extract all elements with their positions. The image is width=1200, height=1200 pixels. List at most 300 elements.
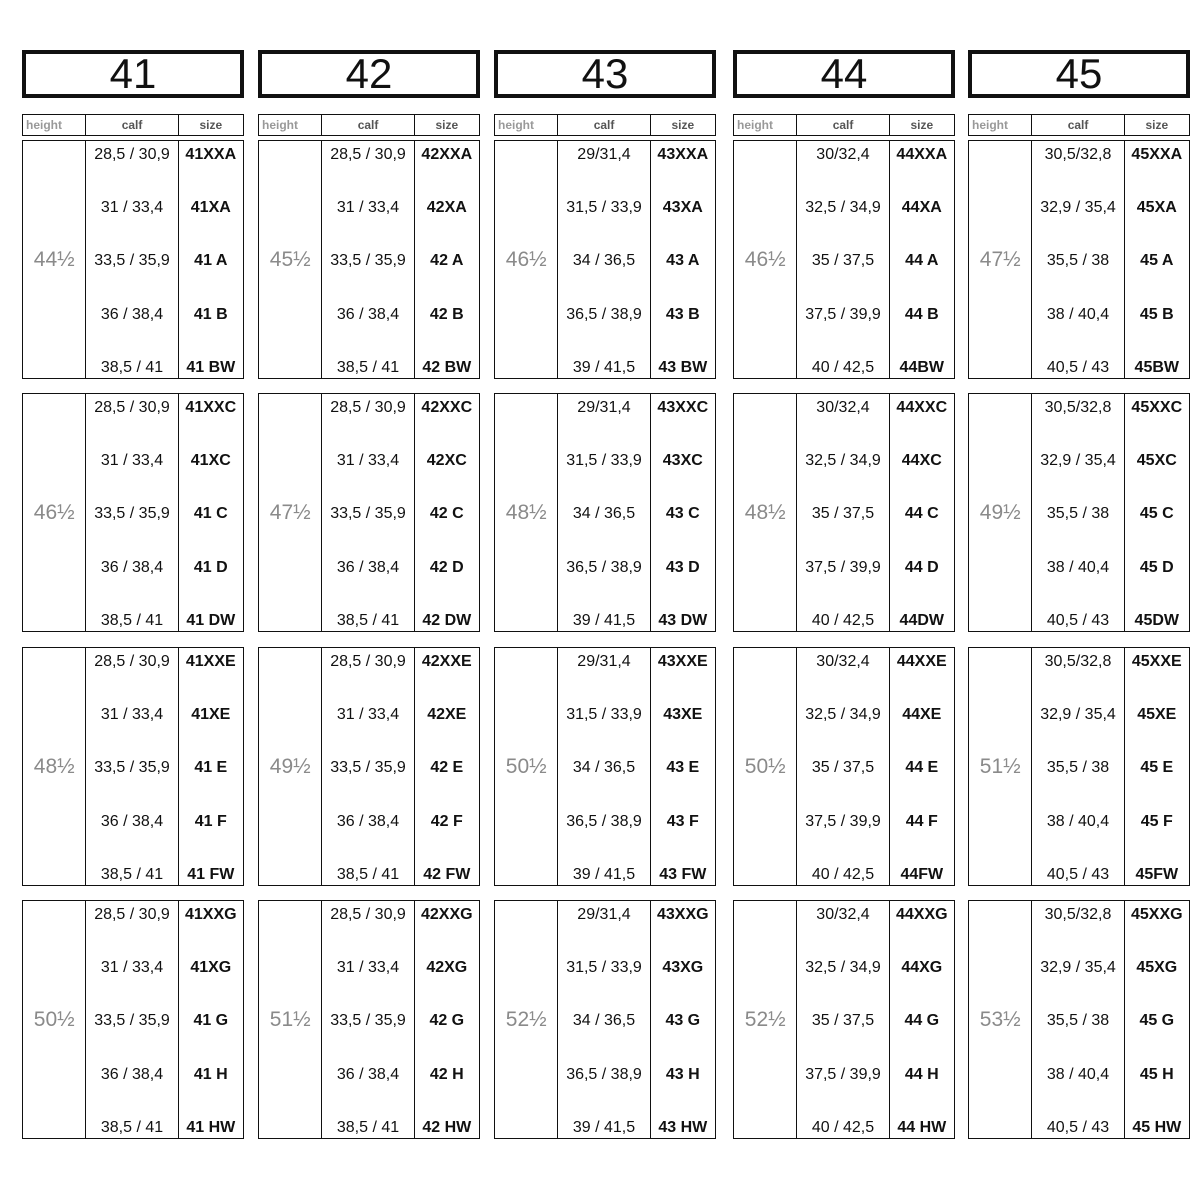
calf-range: 33,5 / 35,9 bbox=[94, 505, 170, 522]
size-code: 43XA bbox=[662, 199, 703, 216]
height-block bbox=[258, 393, 480, 632]
size-code: 45BW bbox=[1134, 359, 1179, 376]
height-value: 52½ bbox=[744, 1007, 786, 1031]
calf-range: 30,5/32,8 bbox=[1044, 653, 1112, 670]
height-column-header: height bbox=[262, 118, 298, 132]
calf-range: 36 / 38,4 bbox=[100, 1066, 164, 1083]
calf-range: 40 / 42,5 bbox=[811, 612, 875, 629]
height-block bbox=[494, 900, 716, 1139]
size-code: 45 C bbox=[1139, 505, 1174, 522]
size-code: 45XA bbox=[1136, 199, 1177, 216]
calf-range: 31 / 33,4 bbox=[100, 452, 164, 469]
calf-range: 40,5 / 43 bbox=[1046, 866, 1110, 883]
calf-column bbox=[85, 394, 177, 631]
size-code: 44BW bbox=[899, 359, 944, 376]
calf-range: 28,5 / 30,9 bbox=[330, 399, 406, 416]
size-code-column bbox=[1124, 901, 1189, 1138]
size-code-column bbox=[650, 648, 715, 885]
size-code: 41 BW bbox=[186, 359, 236, 376]
height-block bbox=[22, 140, 244, 379]
calf-range: 33,5 / 35,9 bbox=[330, 1012, 406, 1029]
size-code-column bbox=[650, 394, 715, 631]
height-value: 48½ bbox=[33, 754, 75, 778]
size-code-column bbox=[178, 394, 243, 631]
height-block bbox=[968, 900, 1190, 1139]
calf-column bbox=[796, 901, 888, 1138]
calf-column bbox=[85, 901, 177, 1138]
size-code: 42 BW bbox=[422, 359, 472, 376]
size-code: 42XA bbox=[426, 199, 467, 216]
calf-range: 32,5 / 34,9 bbox=[805, 706, 881, 723]
calf-range: 29/31,4 bbox=[577, 653, 631, 670]
calf-column bbox=[1031, 901, 1123, 1138]
height-block bbox=[258, 140, 480, 379]
calf-range: 35,5 / 38 bbox=[1046, 252, 1110, 269]
calf-range: 33,5 / 35,9 bbox=[94, 1012, 170, 1029]
calf-column-header: calf bbox=[1031, 115, 1123, 135]
calf-range: 28,5 / 30,9 bbox=[330, 653, 406, 670]
size-code: 42 DW bbox=[422, 612, 472, 629]
calf-column-header: calf bbox=[321, 115, 413, 135]
size-code: 45 A bbox=[1140, 252, 1174, 269]
column-header-row bbox=[258, 114, 480, 136]
size-code: 44 A bbox=[905, 252, 939, 269]
calf-range: 36 / 38,4 bbox=[336, 559, 400, 576]
calf-column bbox=[1031, 648, 1123, 885]
size-code: 45XG bbox=[1136, 959, 1178, 976]
height-value: 50½ bbox=[505, 754, 547, 778]
size-heading: 41 bbox=[22, 50, 244, 98]
height-block bbox=[258, 900, 480, 1139]
size-code: 42 HW bbox=[422, 1119, 472, 1136]
calf-range: 40,5 / 43 bbox=[1046, 612, 1110, 629]
size-column-header: size bbox=[414, 115, 479, 135]
calf-range: 38,5 / 41 bbox=[100, 1119, 164, 1136]
height-value: 44½ bbox=[33, 247, 75, 271]
calf-range: 36,5 / 38,9 bbox=[566, 306, 642, 323]
size-code: 43XXA bbox=[657, 146, 709, 163]
size-code: 41 D bbox=[193, 559, 228, 576]
size-code: 43XC bbox=[662, 452, 703, 469]
size-code: 43 FW bbox=[659, 866, 707, 883]
calf-range: 30,5/32,8 bbox=[1044, 146, 1112, 163]
calf-range: 38,5 / 41 bbox=[100, 359, 164, 376]
height-value: 46½ bbox=[33, 500, 75, 524]
height-block bbox=[733, 140, 955, 379]
size-code: 41XXC bbox=[185, 399, 237, 416]
calf-range: 37,5 / 39,9 bbox=[805, 1066, 881, 1083]
calf-range: 39 / 41,5 bbox=[572, 612, 636, 629]
calf-column bbox=[796, 394, 888, 631]
size-code-column bbox=[889, 901, 954, 1138]
size-heading: 45 bbox=[968, 50, 1190, 98]
calf-range: 28,5 / 30,9 bbox=[330, 146, 406, 163]
calf-range: 35,5 / 38 bbox=[1046, 759, 1110, 776]
calf-range: 36 / 38,4 bbox=[336, 1066, 400, 1083]
height-value: 46½ bbox=[505, 247, 547, 271]
calf-range: 31 / 33,4 bbox=[336, 706, 400, 723]
calf-range: 31,5 / 33,9 bbox=[566, 706, 642, 723]
height-block bbox=[258, 647, 480, 886]
calf-column bbox=[321, 901, 413, 1138]
size-code: 41XE bbox=[191, 706, 231, 723]
calf-range: 35,5 / 38 bbox=[1046, 505, 1110, 522]
height-block bbox=[733, 393, 955, 632]
size-code: 45 HW bbox=[1132, 1119, 1182, 1136]
height-column-header: height bbox=[498, 118, 534, 132]
size-code: 41 HW bbox=[186, 1119, 236, 1136]
size-code-column bbox=[1124, 141, 1189, 378]
size-code-column bbox=[414, 901, 479, 1138]
height-value: 49½ bbox=[269, 754, 311, 778]
height-block bbox=[22, 900, 244, 1139]
calf-range: 31 / 33,4 bbox=[100, 959, 164, 976]
size-code: 41 H bbox=[193, 1066, 228, 1083]
size-code: 42XG bbox=[426, 959, 468, 976]
calf-range: 36,5 / 38,9 bbox=[566, 1066, 642, 1083]
calf-range: 38 / 40,4 bbox=[1046, 559, 1110, 576]
size-code: 44XXE bbox=[896, 653, 947, 670]
calf-range: 31 / 33,4 bbox=[100, 706, 164, 723]
size-code-column bbox=[650, 141, 715, 378]
height-block bbox=[494, 393, 716, 632]
column-header-row bbox=[22, 114, 244, 136]
calf-range: 32,5 / 34,9 bbox=[805, 199, 881, 216]
size-code: 41XXA bbox=[185, 146, 237, 163]
calf-range: 33,5 / 35,9 bbox=[330, 759, 406, 776]
calf-column bbox=[557, 901, 649, 1138]
size-code: 42 F bbox=[430, 813, 463, 830]
calf-range: 36 / 38,4 bbox=[336, 306, 400, 323]
size-code: 43 G bbox=[665, 1012, 701, 1029]
calf-range: 31 / 33,4 bbox=[336, 959, 400, 976]
size-code: 43XXC bbox=[657, 399, 709, 416]
size-code: 43XXE bbox=[657, 653, 708, 670]
size-code: 45XC bbox=[1136, 452, 1177, 469]
size-heading: 42 bbox=[258, 50, 480, 98]
size-code: 44XXA bbox=[896, 146, 948, 163]
calf-range: 33,5 / 35,9 bbox=[94, 759, 170, 776]
size-code: 44DW bbox=[899, 612, 944, 629]
size-code-column bbox=[889, 648, 954, 885]
height-block bbox=[733, 647, 955, 886]
calf-range: 35 / 37,5 bbox=[811, 1012, 875, 1029]
size-code: 45DW bbox=[1134, 612, 1179, 629]
calf-range: 35 / 37,5 bbox=[811, 505, 875, 522]
size-code: 41 E bbox=[194, 759, 228, 776]
calf-range: 39 / 41,5 bbox=[572, 866, 636, 883]
calf-range: 36 / 38,4 bbox=[100, 559, 164, 576]
size-code: 44 G bbox=[904, 1012, 940, 1029]
height-value: 53½ bbox=[979, 1007, 1021, 1031]
size-code: 45 E bbox=[1140, 759, 1174, 776]
size-code: 44XC bbox=[901, 452, 942, 469]
calf-range: 38,5 / 41 bbox=[336, 866, 400, 883]
size-code: 42XXC bbox=[421, 399, 473, 416]
size-code: 42 B bbox=[429, 306, 464, 323]
size-code-column bbox=[650, 901, 715, 1138]
calf-range: 28,5 / 30,9 bbox=[94, 399, 170, 416]
height-value: 52½ bbox=[505, 1007, 547, 1031]
height-value: 50½ bbox=[744, 754, 786, 778]
size-code: 44 E bbox=[905, 759, 939, 776]
calf-range: 28,5 / 30,9 bbox=[94, 146, 170, 163]
calf-range: 31,5 / 33,9 bbox=[566, 959, 642, 976]
size-code: 42XXG bbox=[420, 906, 473, 923]
calf-range: 30/32,4 bbox=[816, 653, 870, 670]
calf-range: 33,5 / 35,9 bbox=[330, 505, 406, 522]
calf-range: 29/31,4 bbox=[577, 146, 631, 163]
height-block bbox=[733, 900, 955, 1139]
calf-range: 28,5 / 30,9 bbox=[330, 906, 406, 923]
size-code: 42 H bbox=[429, 1066, 464, 1083]
size-code: 43XXG bbox=[656, 906, 709, 923]
size-code-column bbox=[889, 141, 954, 378]
size-code-column bbox=[414, 648, 479, 885]
size-code: 41 F bbox=[194, 813, 227, 830]
size-code: 43 HW bbox=[658, 1119, 708, 1136]
height-block bbox=[22, 647, 244, 886]
calf-column bbox=[1031, 141, 1123, 378]
size-code: 44 C bbox=[904, 505, 939, 522]
calf-column-header: calf bbox=[796, 115, 888, 135]
calf-column bbox=[321, 141, 413, 378]
calf-range: 37,5 / 39,9 bbox=[805, 813, 881, 830]
calf-column bbox=[85, 141, 177, 378]
height-value: 49½ bbox=[979, 500, 1021, 524]
calf-range: 30/32,4 bbox=[816, 146, 870, 163]
size-code-column bbox=[1124, 394, 1189, 631]
size-code: 43 DW bbox=[658, 612, 708, 629]
size-code: 44 F bbox=[905, 813, 938, 830]
size-code: 42 G bbox=[429, 1012, 465, 1029]
size-code: 44 B bbox=[904, 306, 939, 323]
calf-range: 30/32,4 bbox=[816, 906, 870, 923]
calf-range: 38 / 40,4 bbox=[1046, 306, 1110, 323]
calf-range: 28,5 / 30,9 bbox=[94, 906, 170, 923]
size-code: 43 F bbox=[666, 813, 699, 830]
height-value: 51½ bbox=[979, 754, 1021, 778]
size-code: 44XXG bbox=[895, 906, 948, 923]
calf-range: 34 / 36,5 bbox=[572, 759, 636, 776]
size-code: 45 G bbox=[1139, 1012, 1175, 1029]
calf-column bbox=[321, 648, 413, 885]
height-column-header: height bbox=[26, 118, 62, 132]
size-code: 45 B bbox=[1139, 306, 1174, 323]
size-code: 43XE bbox=[663, 706, 703, 723]
calf-range: 35 / 37,5 bbox=[811, 759, 875, 776]
calf-range: 32,9 / 35,4 bbox=[1040, 959, 1116, 976]
calf-range: 38 / 40,4 bbox=[1046, 1066, 1110, 1083]
calf-range: 31,5 / 33,9 bbox=[566, 199, 642, 216]
size-code: 41 G bbox=[193, 1012, 229, 1029]
size-code: 42 C bbox=[429, 505, 464, 522]
size-code: 42 E bbox=[430, 759, 464, 776]
height-value: 50½ bbox=[33, 1007, 75, 1031]
calf-column-header: calf bbox=[85, 115, 177, 135]
size-code: 43 H bbox=[665, 1066, 700, 1083]
size-code: 44 HW bbox=[897, 1119, 947, 1136]
height-block bbox=[494, 140, 716, 379]
height-block bbox=[968, 647, 1190, 886]
size-heading: 44 bbox=[733, 50, 955, 98]
size-code-column bbox=[178, 648, 243, 885]
size-code-column bbox=[1124, 648, 1189, 885]
size-code: 42XC bbox=[426, 452, 467, 469]
size-code: 42 D bbox=[429, 559, 464, 576]
height-block bbox=[968, 393, 1190, 632]
calf-range: 37,5 / 39,9 bbox=[805, 306, 881, 323]
height-value: 46½ bbox=[744, 247, 786, 271]
calf-column bbox=[796, 648, 888, 885]
height-block bbox=[22, 393, 244, 632]
size-code: 45XE bbox=[1137, 706, 1177, 723]
calf-range: 40 / 42,5 bbox=[811, 866, 875, 883]
size-code-column bbox=[414, 394, 479, 631]
calf-range: 32,9 / 35,4 bbox=[1040, 706, 1116, 723]
calf-range: 31,5 / 33,9 bbox=[566, 452, 642, 469]
size-code: 43 E bbox=[666, 759, 700, 776]
size-heading: 43 bbox=[494, 50, 716, 98]
calf-range: 34 / 36,5 bbox=[572, 252, 636, 269]
calf-column-header: calf bbox=[557, 115, 649, 135]
size-code-column bbox=[178, 901, 243, 1138]
height-value: 48½ bbox=[744, 500, 786, 524]
calf-range: 31 / 33,4 bbox=[336, 452, 400, 469]
calf-range: 30,5/32,8 bbox=[1044, 399, 1112, 416]
calf-range: 33,5 / 35,9 bbox=[94, 252, 170, 269]
size-code: 41XXG bbox=[184, 906, 237, 923]
size-code: 42XXA bbox=[421, 146, 473, 163]
calf-column bbox=[321, 394, 413, 631]
calf-range: 29/31,4 bbox=[577, 399, 631, 416]
size-code: 44FW bbox=[900, 866, 944, 883]
size-code: 43 C bbox=[665, 505, 700, 522]
calf-range: 36 / 38,4 bbox=[100, 813, 164, 830]
size-code: 44 D bbox=[904, 559, 939, 576]
height-value: 47½ bbox=[979, 247, 1021, 271]
size-code: 41XG bbox=[190, 959, 232, 976]
size-code: 45FW bbox=[1135, 866, 1179, 883]
size-code-column bbox=[414, 141, 479, 378]
size-code: 43 B bbox=[665, 306, 700, 323]
calf-range: 40 / 42,5 bbox=[811, 359, 875, 376]
calf-column bbox=[557, 394, 649, 631]
size-code: 43XG bbox=[662, 959, 704, 976]
calf-column bbox=[557, 141, 649, 378]
calf-range: 31 / 33,4 bbox=[336, 199, 400, 216]
calf-range: 31 / 33,4 bbox=[100, 199, 164, 216]
column-header-row bbox=[968, 114, 1190, 136]
calf-range: 36,5 / 38,9 bbox=[566, 813, 642, 830]
size-code: 45 H bbox=[1139, 1066, 1174, 1083]
calf-range: 29/31,4 bbox=[577, 906, 631, 923]
calf-range: 30,5/32,8 bbox=[1044, 906, 1112, 923]
height-value: 45½ bbox=[269, 247, 311, 271]
size-column-header: size bbox=[1124, 115, 1189, 135]
calf-range: 33,5 / 35,9 bbox=[330, 252, 406, 269]
calf-column bbox=[796, 141, 888, 378]
size-column-header: size bbox=[178, 115, 243, 135]
size-code: 41XA bbox=[190, 199, 231, 216]
calf-range: 37,5 / 39,9 bbox=[805, 559, 881, 576]
size-code: 41 B bbox=[193, 306, 228, 323]
height-value: 51½ bbox=[269, 1007, 311, 1031]
size-code: 45 D bbox=[1139, 559, 1174, 576]
calf-range: 38,5 / 41 bbox=[336, 359, 400, 376]
calf-range: 38,5 / 41 bbox=[100, 866, 164, 883]
size-code: 45XXC bbox=[1131, 399, 1183, 416]
calf-range: 38,5 / 41 bbox=[336, 612, 400, 629]
size-code: 45XXA bbox=[1131, 146, 1183, 163]
size-code: 42XXE bbox=[421, 653, 472, 670]
size-code: 41XC bbox=[190, 452, 231, 469]
calf-range: 32,9 / 35,4 bbox=[1040, 452, 1116, 469]
size-code: 44XE bbox=[902, 706, 942, 723]
calf-range: 35 / 37,5 bbox=[811, 252, 875, 269]
size-code: 45XXG bbox=[1130, 906, 1183, 923]
size-code: 41 C bbox=[193, 505, 228, 522]
size-code: 45XXE bbox=[1131, 653, 1182, 670]
size-code: 44XA bbox=[901, 199, 942, 216]
size-code: 41 FW bbox=[187, 866, 235, 883]
size-code: 45 F bbox=[1140, 813, 1173, 830]
size-code: 44XG bbox=[901, 959, 943, 976]
size-code: 44XXC bbox=[896, 399, 948, 416]
calf-column bbox=[557, 648, 649, 885]
size-code: 42 FW bbox=[423, 866, 471, 883]
calf-range: 40,5 / 43 bbox=[1046, 1119, 1110, 1136]
calf-column bbox=[1031, 394, 1123, 631]
calf-range: 34 / 36,5 bbox=[572, 505, 636, 522]
column-header-row bbox=[733, 114, 955, 136]
height-value: 47½ bbox=[269, 500, 311, 524]
calf-range: 34 / 36,5 bbox=[572, 1012, 636, 1029]
calf-range: 30/32,4 bbox=[816, 399, 870, 416]
calf-range: 36 / 38,4 bbox=[336, 813, 400, 830]
size-code: 43 A bbox=[666, 252, 700, 269]
calf-range: 28,5 / 30,9 bbox=[94, 653, 170, 670]
size-code: 41XXE bbox=[185, 653, 236, 670]
size-code: 41 A bbox=[194, 252, 228, 269]
calf-range: 38 / 40,4 bbox=[1046, 813, 1110, 830]
calf-range: 36,5 / 38,9 bbox=[566, 559, 642, 576]
height-column-header: height bbox=[737, 118, 773, 132]
calf-range: 38,5 / 41 bbox=[336, 1119, 400, 1136]
column-header-row bbox=[494, 114, 716, 136]
calf-range: 32,5 / 34,9 bbox=[805, 452, 881, 469]
size-code: 42 A bbox=[430, 252, 464, 269]
size-code: 43 D bbox=[665, 559, 700, 576]
calf-column bbox=[85, 648, 177, 885]
calf-range: 38,5 / 41 bbox=[100, 612, 164, 629]
size-code-column bbox=[889, 394, 954, 631]
calf-range: 40,5 / 43 bbox=[1046, 359, 1110, 376]
height-value: 48½ bbox=[505, 500, 547, 524]
size-code: 41 DW bbox=[186, 612, 236, 629]
calf-range: 39 / 41,5 bbox=[572, 1119, 636, 1136]
height-block bbox=[494, 647, 716, 886]
size-code: 42XE bbox=[427, 706, 467, 723]
size-code: 43 BW bbox=[658, 359, 708, 376]
size-code-column bbox=[178, 141, 243, 378]
size-column-header: size bbox=[650, 115, 715, 135]
calf-range: 35,5 / 38 bbox=[1046, 1012, 1110, 1029]
calf-range: 32,9 / 35,4 bbox=[1040, 199, 1116, 216]
height-column-header: height bbox=[972, 118, 1008, 132]
calf-range: 40 / 42,5 bbox=[811, 1119, 875, 1136]
calf-range: 36 / 38,4 bbox=[100, 306, 164, 323]
